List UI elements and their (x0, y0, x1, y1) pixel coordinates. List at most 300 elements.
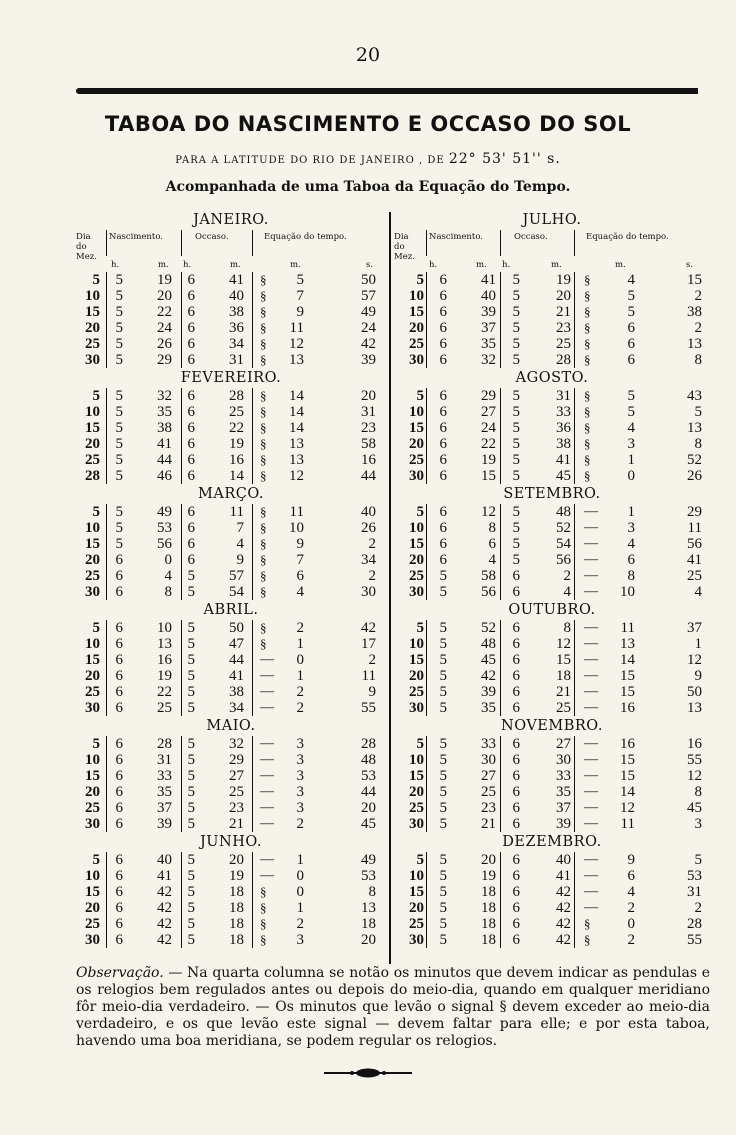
eq-seconds: 9 (694, 668, 702, 684)
header-equation: Equação do tempo. (586, 232, 669, 242)
day-value: 20 (85, 668, 100, 684)
rise-hour: 5 (439, 752, 447, 768)
table-row (394, 652, 710, 668)
table-row (76, 288, 386, 304)
eq-seconds: 53 (361, 768, 376, 784)
rise-minute: 46 (157, 468, 172, 484)
column-rule (252, 736, 253, 832)
plus-sign-icon: § (260, 336, 266, 351)
day-value: 20 (409, 552, 424, 568)
set-minute: 31 (229, 352, 244, 368)
eq-minutes: 13 (289, 452, 304, 468)
column-rule (181, 620, 182, 716)
eq-seconds: 2 (368, 568, 376, 584)
rise-hour: 5 (439, 652, 447, 668)
rise-hour: 6 (439, 504, 447, 520)
rise-hour: 6 (115, 768, 123, 784)
day-value: 10 (85, 404, 100, 420)
minus-sign-icon: — (584, 504, 597, 519)
eq-seconds: 13 (687, 336, 702, 352)
subtitle-coordinates: 22° 53' 51'' s. (448, 151, 561, 167)
day-value: 15 (409, 304, 424, 320)
rise-hour: 6 (115, 684, 123, 700)
day-value: 5 (92, 620, 100, 636)
set-minute: 14 (229, 468, 244, 484)
header-eq-m: m. (615, 260, 626, 270)
set-minute: 21 (556, 304, 571, 320)
table-row (76, 852, 386, 868)
set-hour: 5 (187, 620, 195, 636)
column-rule (106, 620, 107, 716)
rise-minute: 29 (157, 352, 172, 368)
table-row (76, 520, 386, 536)
set-hour: 5 (512, 420, 520, 436)
rise-minute: 32 (481, 352, 496, 368)
table-row (394, 884, 710, 900)
eq-minutes: 11 (289, 504, 304, 520)
set-hour: 5 (512, 352, 520, 368)
table-row (394, 932, 710, 948)
set-hour: 6 (512, 620, 520, 636)
day-value: 15 (409, 768, 424, 784)
rise-hour: 5 (115, 504, 123, 520)
eq-seconds: 26 (687, 468, 702, 484)
plus-sign-icon: § (584, 288, 590, 303)
set-minute: 7 (236, 520, 244, 536)
eq-seconds: 15 (687, 272, 702, 288)
eq-seconds: 43 (687, 388, 702, 404)
eq-minutes: 0 (627, 468, 635, 484)
plus-sign-icon: § (584, 404, 590, 419)
eq-seconds: 8 (368, 884, 376, 900)
rise-minute: 56 (157, 536, 172, 552)
set-hour: 5 (512, 504, 520, 520)
rise-hour: 5 (115, 272, 123, 288)
rise-minute: 18 (481, 932, 496, 948)
plus-sign-icon: § (260, 636, 266, 651)
set-minute: 36 (556, 420, 571, 436)
column-rule (252, 852, 253, 948)
day-value: 5 (416, 620, 424, 636)
minus-sign-icon: — (260, 752, 273, 767)
plus-sign-icon: § (584, 932, 590, 947)
column-rule (181, 736, 182, 832)
table-row (394, 852, 710, 868)
header-rise-h: h. (429, 260, 438, 270)
plus-sign-icon: § (584, 388, 590, 403)
eq-minutes: 10 (289, 520, 304, 536)
eq-seconds: 2 (694, 288, 702, 304)
set-minute: 18 (229, 916, 244, 932)
day-value: 20 (85, 552, 100, 568)
plus-sign-icon: § (260, 320, 266, 335)
header-day: Dia do Mez. (76, 232, 97, 262)
set-minute: 22 (229, 420, 244, 436)
set-hour: 5 (512, 272, 520, 288)
day-value: 20 (409, 668, 424, 684)
rise-minute: 25 (481, 784, 496, 800)
column-rule (181, 852, 182, 948)
rise-minute: 48 (481, 636, 496, 652)
table-row (76, 352, 386, 368)
rise-minute: 37 (481, 320, 496, 336)
eq-seconds: 16 (687, 736, 702, 752)
set-minute: 8 (563, 620, 571, 636)
eq-seconds: 30 (361, 584, 376, 600)
set-hour: 5 (512, 404, 520, 420)
day-value: 20 (85, 436, 100, 452)
rise-hour: 5 (115, 536, 123, 552)
table-row (76, 784, 386, 800)
plus-sign-icon: § (584, 916, 590, 931)
table-row (394, 336, 710, 352)
table-row (394, 636, 710, 652)
eq-seconds: 12 (687, 768, 702, 784)
header-eq-s: s. (366, 260, 374, 270)
plus-sign-icon: § (260, 304, 266, 319)
eq-minutes: 4 (627, 536, 635, 552)
rise-minute: 40 (157, 852, 172, 868)
column-rule (500, 388, 501, 484)
table-row (394, 768, 710, 784)
eq-seconds: 28 (361, 736, 376, 752)
rise-minute: 22 (157, 684, 172, 700)
set-minute: 32 (229, 736, 244, 752)
day-value: 10 (85, 752, 100, 768)
set-hour: 5 (187, 852, 195, 868)
eq-minutes: 0 (296, 652, 304, 668)
set-hour: 6 (187, 420, 195, 436)
set-hour: 5 (512, 452, 520, 468)
header-equation: Equação do tempo. (264, 232, 347, 242)
rise-hour: 5 (439, 700, 447, 716)
eq-minutes: 15 (620, 684, 635, 700)
day-value: 5 (92, 504, 100, 520)
minus-sign-icon: — (584, 652, 597, 667)
set-minute: 37 (556, 800, 571, 816)
set-hour: 6 (512, 700, 520, 716)
rise-minute: 24 (481, 420, 496, 436)
plus-sign-icon: § (584, 436, 590, 451)
month-title: JULHO. (522, 212, 582, 228)
rise-hour: 5 (115, 468, 123, 484)
rise-minute: 8 (488, 520, 496, 536)
rise-minute: 41 (481, 272, 496, 288)
eq-seconds: 11 (687, 520, 702, 536)
eq-minutes: 15 (620, 768, 635, 784)
month-title: DEZEMBRO. (502, 834, 602, 850)
set-minute: 4 (563, 584, 571, 600)
day-value: 30 (409, 584, 424, 600)
rise-minute: 31 (157, 752, 172, 768)
eq-seconds: 8 (694, 436, 702, 452)
table-row (394, 868, 710, 884)
header-sunrise: Nascimento. (109, 232, 163, 242)
minus-sign-icon: — (584, 784, 597, 799)
eq-seconds: 20 (361, 932, 376, 948)
plus-sign-icon: § (260, 536, 266, 551)
rise-hour: 6 (439, 452, 447, 468)
eq-minutes: 11 (620, 620, 635, 636)
rise-minute: 10 (157, 620, 172, 636)
set-hour: 6 (512, 736, 520, 752)
column-rule (252, 388, 253, 484)
table-row (76, 900, 386, 916)
table-row (394, 272, 710, 288)
day-value: 5 (416, 852, 424, 868)
table-row (76, 568, 386, 584)
rise-minute: 19 (157, 668, 172, 684)
table-row (394, 436, 710, 452)
eq-seconds: 23 (361, 420, 376, 436)
eq-seconds: 45 (687, 800, 702, 816)
eq-minutes: 14 (620, 652, 635, 668)
column-rule (106, 388, 107, 484)
eq-minutes: 15 (620, 668, 635, 684)
rise-hour: 6 (115, 752, 123, 768)
table-row (76, 468, 386, 484)
rise-hour: 6 (115, 868, 123, 884)
table-row (76, 404, 386, 420)
eq-seconds: 5 (694, 852, 702, 868)
rise-minute: 53 (157, 520, 172, 536)
set-minute: 12 (556, 636, 571, 652)
page-title: TABOA DO NASCIMENTO E OCCASO DO SOL (104, 112, 632, 136)
eq-minutes: 3 (296, 768, 304, 784)
set-minute: 56 (556, 552, 571, 568)
rise-minute: 15 (481, 468, 496, 484)
table-row (76, 652, 386, 668)
rise-hour: 6 (115, 932, 123, 948)
minus-sign-icon: — (584, 636, 597, 651)
month-block (76, 504, 386, 600)
table-row (394, 388, 710, 404)
set-hour: 6 (512, 752, 520, 768)
rise-hour: 6 (115, 736, 123, 752)
set-minute: 18 (229, 932, 244, 948)
set-hour: 5 (512, 304, 520, 320)
month-title: FEVEREIRO. (180, 370, 282, 386)
table-row (394, 352, 710, 368)
eq-minutes: 12 (289, 336, 304, 352)
observation-note (76, 965, 710, 1050)
rise-hour: 6 (439, 520, 447, 536)
day-value: 15 (85, 304, 100, 320)
set-minute: 52 (556, 520, 571, 536)
month-block (76, 272, 386, 368)
set-minute: 33 (556, 768, 571, 784)
eq-seconds: 5 (694, 404, 702, 420)
set-minute: 54 (556, 536, 571, 552)
set-minute: 48 (556, 504, 571, 520)
table-row (76, 932, 386, 948)
table-row (394, 752, 710, 768)
set-hour: 6 (187, 552, 195, 568)
table-row (394, 420, 710, 436)
month-block (76, 388, 386, 484)
plus-sign-icon: § (584, 420, 590, 435)
day-value: 30 (85, 352, 100, 368)
eq-minutes: 6 (627, 336, 635, 352)
table-row (394, 900, 710, 916)
plus-sign-icon: § (260, 288, 266, 303)
set-minute: 9 (236, 552, 244, 568)
rise-minute: 18 (481, 900, 496, 916)
set-minute: 25 (229, 404, 244, 420)
rise-hour: 6 (439, 468, 447, 484)
eq-minutes: 2 (296, 700, 304, 716)
set-minute: 19 (556, 272, 571, 288)
table-row (76, 800, 386, 816)
set-minute: 40 (229, 288, 244, 304)
day-value: 30 (85, 932, 100, 948)
rise-hour: 6 (115, 652, 123, 668)
eq-minutes: 2 (296, 620, 304, 636)
month-title: AGOSTO. (515, 370, 589, 386)
set-hour: 5 (187, 884, 195, 900)
minus-sign-icon: — (260, 652, 273, 667)
eq-seconds: 13 (361, 900, 376, 916)
eq-minutes: 3 (296, 932, 304, 948)
day-value: 10 (409, 752, 424, 768)
minus-sign-icon: — (584, 620, 597, 635)
set-minute: 38 (556, 436, 571, 452)
month-block (394, 388, 710, 484)
eq-seconds: 2 (694, 900, 702, 916)
rise-minute: 4 (488, 552, 496, 568)
rise-hour: 5 (439, 684, 447, 700)
plus-sign-icon: § (260, 272, 266, 287)
rise-minute: 18 (481, 916, 496, 932)
table-row (394, 304, 710, 320)
table-row (394, 684, 710, 700)
eq-seconds: 45 (361, 816, 376, 832)
rise-minute: 20 (157, 288, 172, 304)
set-hour: 5 (187, 768, 195, 784)
eq-seconds: 3 (694, 816, 702, 832)
eq-minutes: 6 (627, 552, 635, 568)
column-divider (389, 212, 391, 964)
set-hour: 5 (187, 784, 195, 800)
table-row (76, 272, 386, 288)
rise-hour: 6 (439, 404, 447, 420)
rise-hour: 5 (115, 388, 123, 404)
day-value: 5 (92, 388, 100, 404)
day-value: 25 (85, 684, 100, 700)
day-value: 10 (409, 636, 424, 652)
day-value: 5 (92, 852, 100, 868)
rise-minute: 13 (157, 636, 172, 652)
minus-sign-icon: — (584, 768, 597, 783)
header-divider (181, 230, 182, 256)
rise-hour: 6 (115, 668, 123, 684)
table-row (394, 816, 710, 832)
table-row (76, 684, 386, 700)
ornament-icon (322, 1068, 414, 1078)
set-minute: 36 (229, 320, 244, 336)
rise-hour: 6 (439, 436, 447, 452)
plus-sign-icon: § (260, 568, 266, 583)
rise-minute: 35 (481, 336, 496, 352)
rise-minute: 33 (157, 768, 172, 784)
observation-label: Observação. (76, 965, 164, 981)
eq-minutes: 0 (296, 884, 304, 900)
rise-hour: 6 (115, 916, 123, 932)
column-rule (106, 736, 107, 832)
rise-minute: 27 (481, 768, 496, 784)
table-row (76, 436, 386, 452)
day-value: 30 (85, 816, 100, 832)
month-title: ABRIL. (203, 602, 259, 618)
set-minute: 23 (229, 800, 244, 816)
table-row (394, 620, 710, 636)
day-value: 20 (85, 320, 100, 336)
day-value: 25 (85, 336, 100, 352)
day-value: 30 (409, 932, 424, 948)
eq-seconds: 24 (361, 320, 376, 336)
eq-seconds: 26 (361, 520, 376, 536)
set-hour: 6 (512, 584, 520, 600)
day-value: 15 (409, 536, 424, 552)
rise-minute: 27 (481, 404, 496, 420)
set-minute: 21 (229, 816, 244, 832)
eq-seconds: 49 (361, 852, 376, 868)
day-value: 25 (85, 800, 100, 816)
rise-minute: 44 (157, 452, 172, 468)
minus-sign-icon: — (260, 668, 273, 683)
plus-sign-icon: § (260, 620, 266, 635)
day-value: 25 (409, 684, 424, 700)
table-row (394, 452, 710, 468)
rise-hour: 6 (439, 536, 447, 552)
rise-minute: 32 (157, 388, 172, 404)
eq-minutes: 2 (296, 916, 304, 932)
table-row (394, 568, 710, 584)
day-value: 10 (85, 520, 100, 536)
rise-minute: 29 (481, 388, 496, 404)
table-row (76, 536, 386, 552)
minus-sign-icon: — (260, 768, 273, 783)
rise-minute: 21 (481, 816, 496, 832)
set-minute: 42 (556, 900, 571, 916)
month-title: SETEMBRO. (503, 486, 601, 502)
day-value: 15 (85, 652, 100, 668)
eq-seconds: 28 (687, 916, 702, 932)
column-rule (106, 272, 107, 368)
minus-sign-icon: — (584, 684, 597, 699)
set-minute: 42 (556, 916, 571, 932)
set-hour: 5 (512, 436, 520, 452)
rise-hour: 6 (115, 800, 123, 816)
set-minute: 42 (556, 884, 571, 900)
rise-hour: 5 (439, 620, 447, 636)
table-row (76, 420, 386, 436)
set-hour: 5 (187, 932, 195, 948)
header-divider (500, 230, 501, 256)
rise-hour: 5 (439, 916, 447, 932)
minus-sign-icon: — (260, 784, 273, 799)
eq-seconds: 55 (687, 752, 702, 768)
set-minute: 29 (229, 752, 244, 768)
rise-hour: 5 (439, 900, 447, 916)
column-rule (426, 388, 427, 484)
column-rule (426, 736, 427, 832)
header-day: Dia do Mez. (394, 232, 415, 262)
rise-minute: 39 (481, 304, 496, 320)
table-row (76, 452, 386, 468)
minus-sign-icon: — (584, 700, 597, 715)
rise-hour: 5 (439, 868, 447, 884)
